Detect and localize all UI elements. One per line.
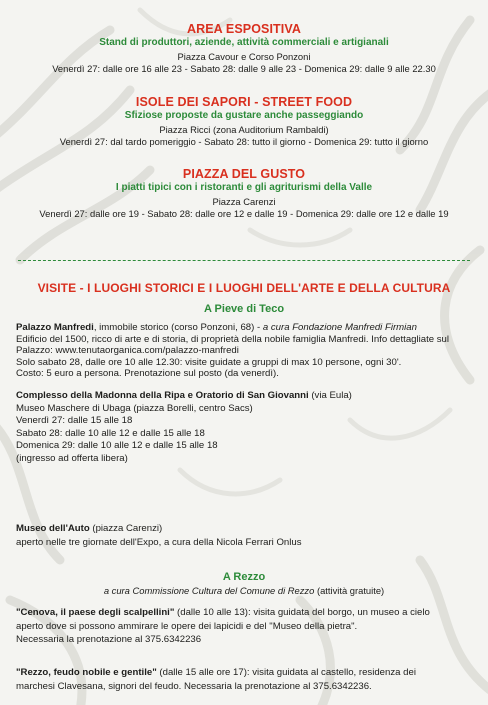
palazzo-manfredi-line1: [16, 322, 474, 334]
area-espositiva-subtitle: Stand di produttori, aziende, attività commerciali e artigianali: [99, 37, 389, 48]
cenova-line1: [16, 607, 474, 619]
museo-auto-line1: [16, 523, 474, 535]
area-espositiva-section: [0, 22, 488, 74]
cenova-line2: aperto dove si possono ammirare le opere dei lapicidi e del "Museo della pietra".: [16, 620, 358, 632]
museo-auto-loc: (piazza Carenzi): [89, 523, 163, 534]
madonna-ripa-line6: (ingresso ad offerta libera): [16, 452, 128, 464]
madonna-ripa-block: [16, 390, 474, 465]
isole-sapori-place: Piazza Ricci (zona Auditorium Rambaldi): [159, 124, 329, 135]
feudo-desc: (dalle 15 alle ore 17): visita guidata al castello, residenza dei: [156, 667, 416, 678]
madonna-ripa-line3: Venerdì 27: dalle 15 alle 18: [16, 415, 133, 427]
rezzo-curator: a cura Commissione Cultura del Comune di Rezzo: [103, 585, 315, 596]
piazza-gusto-title: PIAZZA DEL GUSTO: [182, 167, 306, 181]
madonna-ripa-line1: [16, 390, 474, 402]
piazza-gusto-hours: Venerdì 27: dalle ore 19 - Sabato 28: dalle ore 12 e dalle 19 - Domenica 29: dalle ore 12 e dalle 19: [39, 207, 449, 219]
cenova-line3: Necessaria la prenotazione al 375.6342236: [16, 634, 202, 646]
madonna-ripa-line4: Sabato 28: dalle 10 alle 12 e dalle 15 alle 18: [16, 427, 205, 439]
feudo-block: [16, 667, 474, 692]
madonna-ripa-line5: Domenica 29: dalle 10 alle 12 e dalle 15 alle 18: [16, 440, 218, 452]
visite-section-title-wrap: [0, 281, 488, 315]
isole-sapori-title: ISOLE DEI SAPORI - STREET FOOD: [135, 95, 353, 109]
piazza-gusto-subtitle: I piatti tipici con i ristoranti e gli agriturismi della Valle: [115, 182, 373, 193]
area-espositiva-title: AREA ESPOSITIVA: [186, 22, 302, 36]
museo-auto-block: [16, 523, 474, 548]
museo-auto-line2: aperto nelle tre giornate dell'Expo, a cura della Nicola Ferrari Onlus: [16, 536, 302, 548]
rezzo-curator-note: (attività gratuite): [314, 585, 385, 596]
piazza-gusto-place: Piazza Carenzi: [212, 196, 276, 207]
palazzo-manfredi-line5: Costo: 5 euro a persona. Prenotazione sul posto (da venerdì).: [16, 368, 279, 380]
visite-title: VISITE - I LUOGHI STORICI E I LUOGHI DELL'ARTE E DELLA CULTURA: [37, 281, 451, 295]
isole-sapori-subtitle: Sfiziose proposte da gustare anche passeggiando: [124, 110, 364, 121]
rezzo-heading-wrap: [0, 571, 488, 597]
area-espositiva-hours: Venerdì 27: dalle ore 16 alle 23 - Sabato 28: dalle 9 alle 23 - Domenica 29: dalle 9 alle 22.30: [52, 62, 436, 74]
cenova-desc: (dalle 10 alle 13): visita guidata del borgo, un museo a cielo: [174, 607, 430, 618]
feudo-line2: marchesi Clavesana, signori del feudo. Necessaria la prenotazione al 375.6342236.: [16, 680, 372, 692]
piazza-gusto-section: [0, 167, 488, 219]
area-espositiva-place: Piazza Cavour e Corso Ponzoni: [177, 51, 311, 62]
madonna-ripa-line2: Museo Maschere di Ubaga (piazza Borelli, centro Sacs): [16, 402, 253, 414]
feudo-line1: [16, 667, 474, 679]
isole-sapori-section: [0, 95, 488, 147]
palazzo-manfredi-desc: , immobile storico (corso Ponzoni, 68) -: [93, 322, 263, 333]
rezzo-heading: A Rezzo: [222, 571, 266, 583]
cenova-name: "Cenova, il paese degli scalpellini": [16, 607, 175, 618]
isole-sapori-hours: Venerdì 27: dal tardo pomeriggio - Sabato 28: tutto il giorno - Domenica 29: tutto il giorno: [59, 135, 429, 147]
museo-auto-name: Museo dell'Auto: [16, 523, 90, 534]
palazzo-manfredi-line2: Edificio del 1500, ricco di arte e di storia, di proprietà della nobile famiglia Manfredi. Info dettagliate sul: [16, 333, 450, 345]
palazzo-manfredi-curator: a cura Fondazione Manfredi Firmian: [262, 322, 417, 333]
feudo-name: "Rezzo, feudo nobile e gentile": [16, 667, 157, 678]
madonna-ripa-loc: (via Eula): [308, 390, 352, 401]
palazzo-manfredi-link[interactable]: Palazzo: www.tenutaorganica.com/palazzo-manfredi: [16, 345, 239, 357]
palazzo-manfredi-name: Palazzo Manfredi: [16, 322, 94, 333]
madonna-ripa-name: Complesso della Madonna della Ripa e Oratorio di San Giovanni: [16, 390, 309, 401]
cenova-block: [16, 607, 474, 646]
section-divider: [18, 260, 470, 261]
palazzo-manfredi-block: [16, 322, 474, 380]
palazzo-manfredi-line4: Solo sabato 28, dalle ore 10 alle 12.30: visite guidate a gruppi di max 10 persone, ogni 30'.: [16, 356, 402, 368]
pieve-heading: A Pieve di Teco: [203, 303, 285, 315]
rezzo-curator-line: [0, 585, 488, 597]
